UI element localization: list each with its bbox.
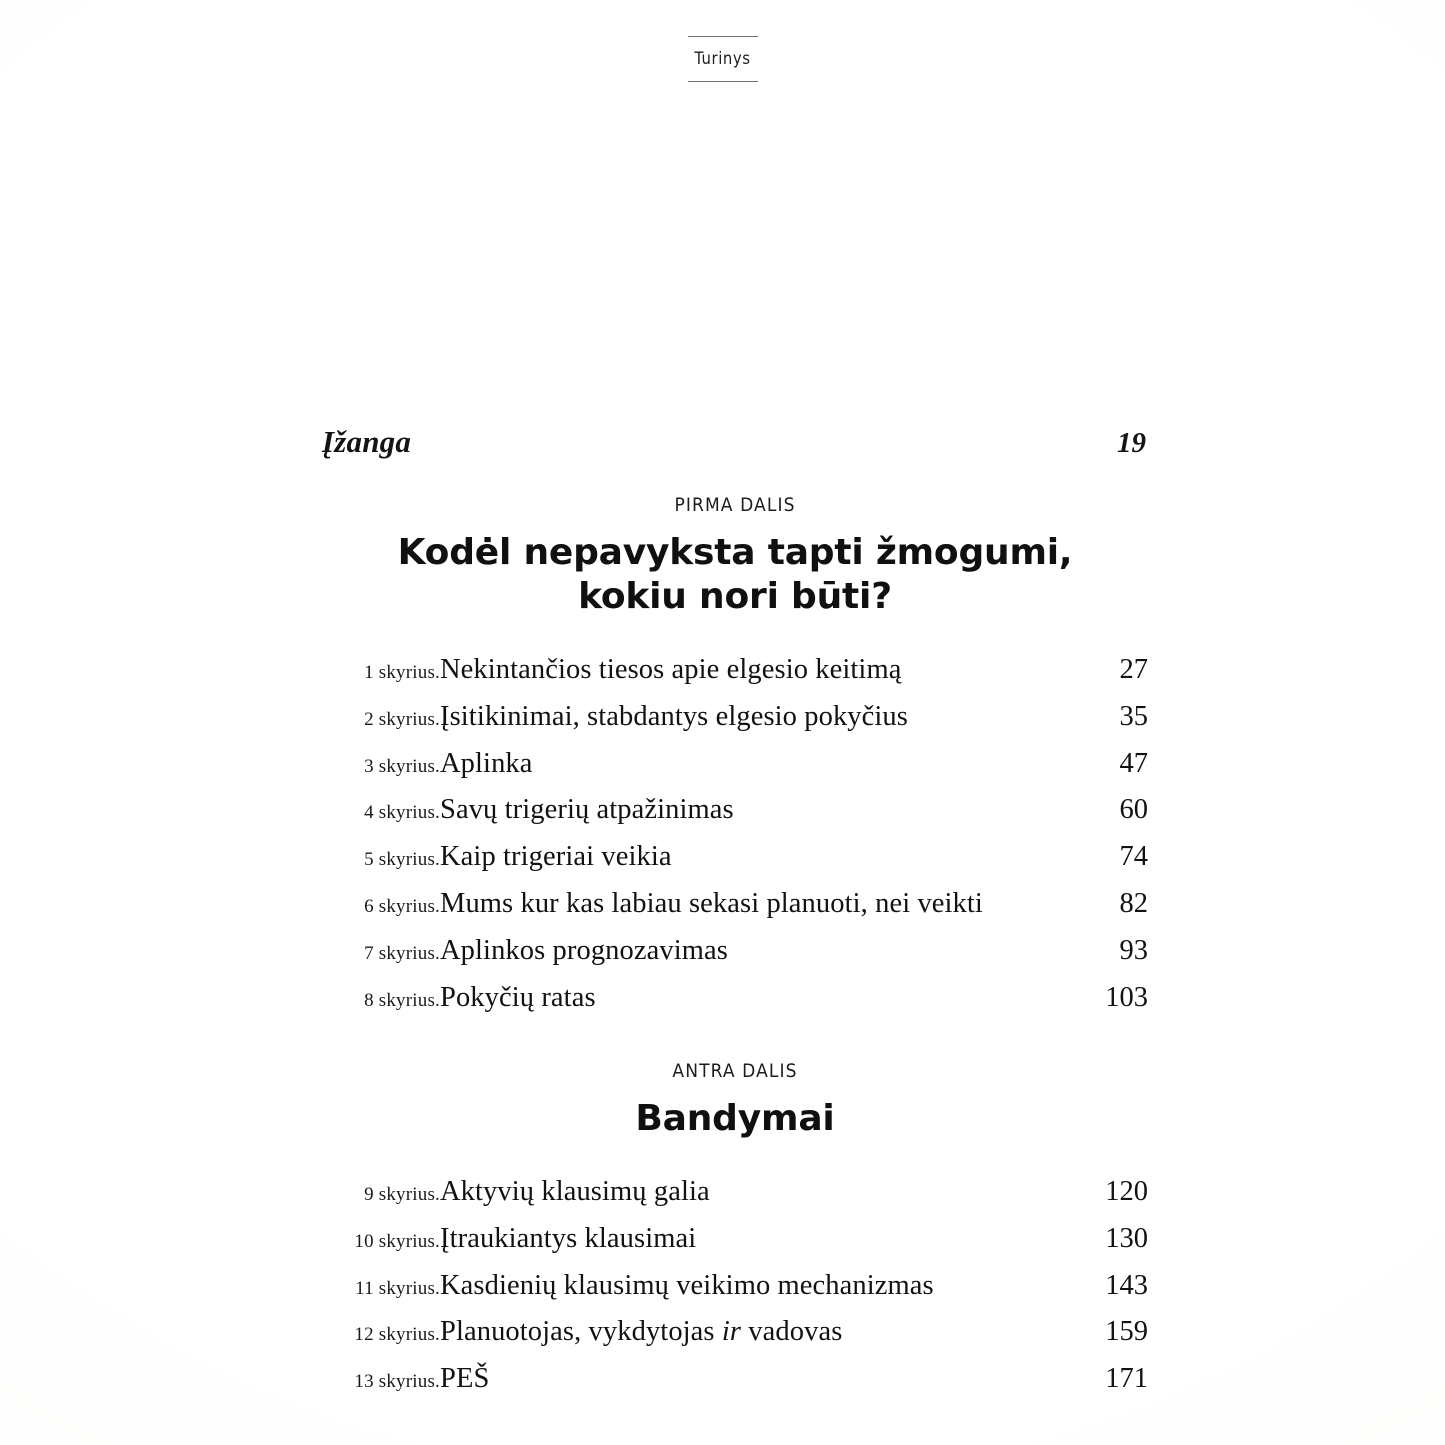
chapter-page-number: 82 [1119, 887, 1148, 919]
running-head [0, 36, 1445, 82]
chapter-number: 9 skyrius. [364, 1184, 440, 1205]
chapter-page-number: 171 [1105, 1363, 1148, 1395]
table-row[interactable] [322, 794, 1148, 841]
chapter-title: Kaip trigeriai veikia [440, 841, 672, 873]
table-row[interactable] [322, 841, 1148, 888]
table-row[interactable] [322, 982, 1148, 1029]
part-heading-two [322, 1062, 1148, 1141]
chapter-number: 10 skyrius. [354, 1230, 440, 1252]
table-row[interactable] [322, 1363, 1148, 1410]
toc-list-part-two [322, 1176, 1148, 1410]
chapter-number: 2 skyrius. [364, 708, 440, 730]
chapter-page-number: 120 [1105, 1176, 1148, 1207]
chapter-page-number: 60 [1119, 794, 1148, 826]
part-one-title [322, 531, 1148, 619]
chapter-title: Savų trigerių atpažinimas [440, 794, 734, 826]
running-head-rule-bottom [688, 81, 758, 82]
chapter-title-part-2: vadovas [741, 1316, 843, 1348]
table-row[interactable] [322, 654, 1148, 701]
chapter-title: Mums kur kas labiau sekasi planuoti, nei veikti [440, 887, 983, 919]
toc-entry-intro[interactable] [322, 424, 1148, 460]
chapter-title-emphasis: ir [721, 1316, 742, 1348]
intro-title: Įžanga [322, 424, 412, 459]
table-row[interactable] [322, 1316, 1148, 1363]
part-one-title-line-1: Kodėl nepavyksta tapti žmogumi, [397, 532, 1073, 573]
chapter-number: 6 skyrius. [364, 895, 440, 917]
chapter-page-number: 93 [1119, 934, 1148, 966]
toc-list-part-one-body [322, 654, 1148, 1028]
table-row[interactable] [322, 1223, 1148, 1270]
chapter-title: Įtraukiantys klausimai [440, 1222, 697, 1254]
table-row[interactable] [322, 935, 1148, 982]
chapter-number: 4 skyrius. [364, 802, 440, 824]
part-one-title-line-2: kokiu nori būti? [578, 575, 892, 617]
table-row[interactable] [322, 1270, 1148, 1317]
chapter-page-number: 35 [1119, 700, 1148, 732]
chapter-title: Aktyvių klausimų galia [440, 1176, 710, 1207]
chapter-title: Aplinka [440, 747, 533, 779]
chapter-number: 1 skyrius. [364, 662, 440, 683]
chapter-number: 11 skyrius. [355, 1277, 440, 1299]
chapter-title-part-1: Planuotojas, vykdytojas [440, 1316, 722, 1348]
part-one-kicker: PIRMA DALIS [674, 494, 796, 516]
chapter-page-number: 103 [1105, 981, 1148, 1013]
chapter-page-number: 47 [1119, 747, 1148, 779]
chapter-number: 7 skyrius. [364, 942, 440, 964]
toc-list-part-one [322, 654, 1148, 1028]
chapter-number: 3 skyrius. [364, 755, 440, 777]
chapter-number: 12 skyrius. [354, 1324, 440, 1346]
running-head-rule-top [688, 36, 758, 37]
chapter-page-number: 143 [1105, 1269, 1148, 1301]
table-row[interactable] [322, 888, 1148, 935]
toc-list-part-two-body [322, 1176, 1148, 1410]
part-two-title-line-1: Bandymai [635, 1098, 835, 1139]
intro-page-number: 19 [1117, 427, 1146, 459]
chapter-page-number: 130 [1105, 1222, 1148, 1254]
chapter-title [440, 1316, 1072, 1363]
table-row[interactable] [322, 748, 1148, 795]
part-two-title [322, 1097, 1148, 1141]
chapter-number: 5 skyrius. [364, 849, 440, 871]
chapter-page-number: 27 [1119, 654, 1148, 685]
chapter-title: Kasdienių klausimų veikimo mechanizmas [440, 1269, 934, 1301]
chapter-title: Įsitikinimai, stabdantys elgesio pokyčius [440, 700, 908, 732]
part-two-kicker: ANTRA DALIS [672, 1060, 798, 1082]
table-row[interactable] [322, 1176, 1148, 1223]
chapter-number: 8 skyrius. [364, 989, 440, 1011]
chapter-title: Pokyčių ratas [440, 981, 596, 1013]
chapter-page-number: 74 [1119, 841, 1148, 873]
chapter-title: Aplinkos prognozavimas [440, 934, 728, 966]
chapter-title: Nekintančios tiesos apie elgesio keitimą [440, 654, 902, 685]
running-head-label: Turinys [694, 49, 751, 68]
chapter-number: 13 skyrius. [354, 1371, 440, 1393]
chapter-page-number: 159 [1105, 1316, 1148, 1348]
table-row[interactable] [322, 701, 1148, 748]
part-heading-one [322, 496, 1148, 619]
chapter-title: PEŠ [440, 1363, 490, 1395]
